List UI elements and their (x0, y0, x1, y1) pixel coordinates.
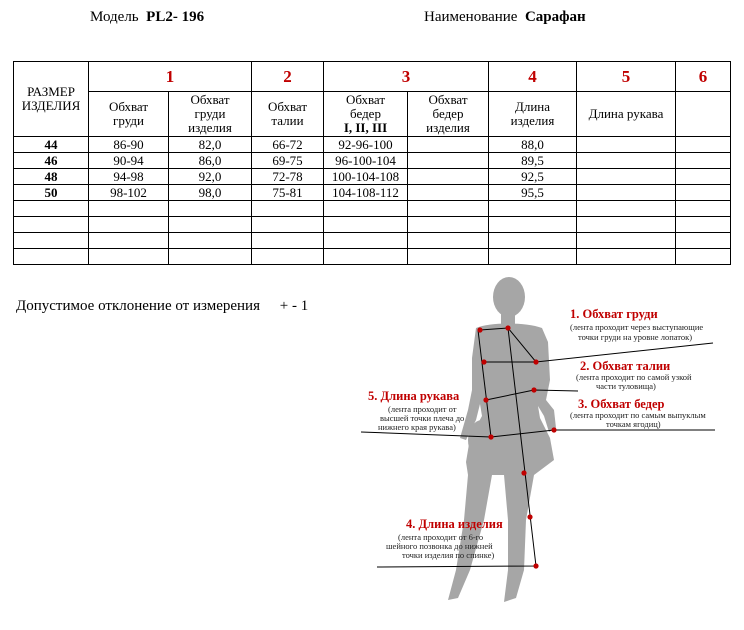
tolerance-value: + - 1 (279, 298, 309, 314)
table-row: 50 98-102 98,0 75-81 104-108-112 95,5 (14, 185, 731, 201)
svg-text:2. Обхват талии: 2. Обхват талии (580, 359, 671, 373)
model-label: Модель (90, 9, 139, 25)
col-hips-item-header: Обхват бедер изделия (408, 92, 489, 137)
group-number-5: 5 (577, 62, 676, 92)
group-number-2: 2 (252, 62, 324, 92)
group-number-3: 3 (324, 62, 489, 92)
svg-text:(лента проходит от: (лента проходит от (388, 404, 457, 414)
svg-text:3. Обхват бедер: 3. Обхват бедер (578, 397, 665, 411)
annotation-sleeve (368, 389, 464, 432)
empty-row (14, 249, 731, 265)
model-header (90, 9, 204, 26)
group-number-4: 4 (489, 62, 577, 92)
table-row: 46 90-94 86,0 69-75 96-100-104 89,5 (14, 153, 731, 169)
name-value: Сарафан (524, 9, 586, 25)
annotation-hips (570, 397, 706, 429)
size-header: РАЗМЕР ИЗДЕЛИЯ (14, 62, 89, 137)
svg-text:(лента проходит по самой узкой: (лента проходит по самой узкой (576, 372, 692, 382)
col-waist-header: Обхват талии (252, 92, 324, 137)
svg-text:точки груди на уровне лопаток): точки груди на уровне лопаток) (578, 332, 693, 342)
svg-text:точки изделия по спинке): точки изделия по спинке) (402, 550, 495, 560)
name-header (424, 9, 586, 26)
col-hips-header: Обхват бедер I, II, III (324, 92, 408, 137)
group-number-1: 1 (89, 62, 252, 92)
svg-text:точкам ягодиц): точкам ягодиц) (606, 419, 661, 429)
svg-text:шейного позвонка до нижней: шейного позвонка до нижней (386, 541, 493, 551)
col-bust-item-header: Обхват груди изделия (169, 92, 252, 137)
svg-text:4. Длина изделия: 4. Длина изделия (406, 517, 503, 531)
col-sleeve-header: Длина рукава (577, 92, 676, 137)
empty-row (14, 233, 731, 249)
table-row: 44 86-90 82,0 66-72 92-96-100 88,0 (14, 137, 731, 153)
group-number-6: 6 (676, 62, 731, 92)
svg-text:высшей точки плеча до: высшей точки плеча до (380, 413, 465, 423)
svg-text:(лента проходит от 6-го: (лента проходит от 6-го (398, 532, 484, 542)
svg-text:5. Длина рукава: 5. Длина рукава (368, 389, 460, 403)
tolerance-label: Допустимое отклонение от измерения (16, 298, 260, 314)
svg-text:1. Обхват груди: 1. Обхват груди (570, 307, 658, 321)
svg-text:(лента проходит через выступаю: (лента проходит через выступающие (570, 322, 704, 332)
svg-text:части туловища): части туловища) (596, 381, 656, 391)
col-6-header (676, 92, 731, 137)
measurement-figure (358, 270, 728, 610)
size-table (13, 61, 731, 265)
name-label: Наименование (424, 9, 518, 25)
col-length-header: Длина изделия (489, 92, 577, 137)
annotation-waist (576, 359, 692, 391)
svg-text:нижнего края рукава): нижнего края рукава) (378, 422, 456, 432)
col-bust-header: Обхват груди (89, 92, 169, 137)
empty-row (14, 201, 731, 217)
empty-row (14, 217, 731, 233)
svg-text:(лента проходит по самым выпук: (лента проходит по самым выпуклым (570, 410, 706, 420)
table-row: 48 94-98 92,0 72-78 100-104-108 92,5 (14, 169, 731, 185)
model-value: PL2- 196 (146, 9, 205, 25)
tolerance-note (16, 298, 308, 315)
annotation-bust (570, 307, 703, 342)
annotation-length (386, 517, 503, 560)
